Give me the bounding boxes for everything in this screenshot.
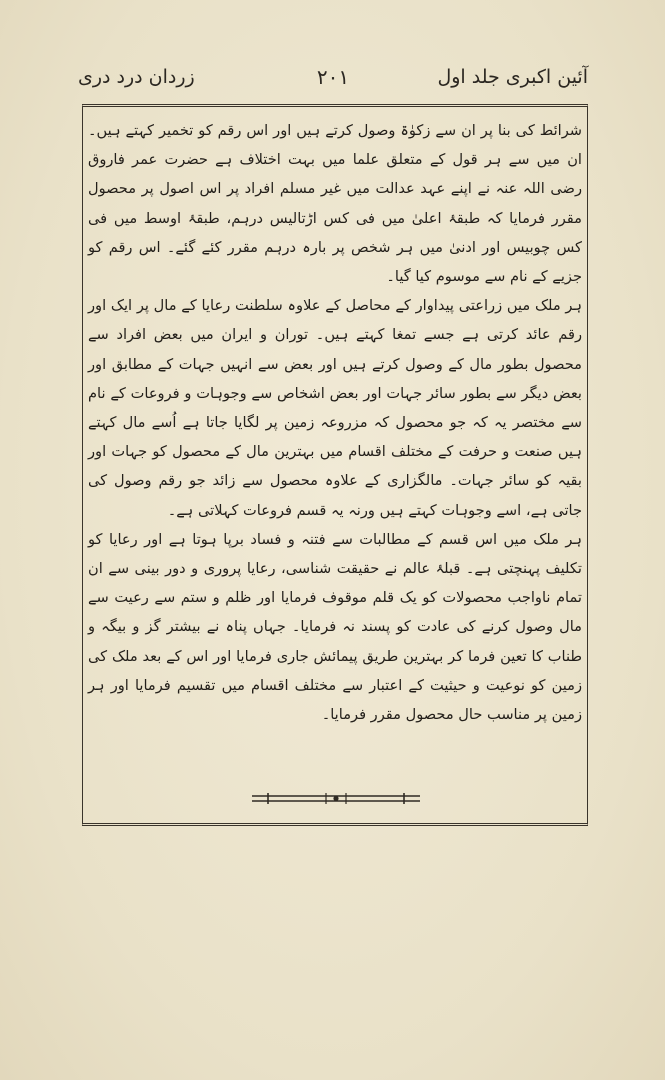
page-number: ۲۰۱ — [316, 65, 350, 89]
section-title-header: زردان درد دری — [78, 66, 195, 88]
end-ornament — [248, 790, 424, 808]
paragraph-1: شرائط کی بنا پر ان سے زکوٰۃ وصول کرتے ہیں اور اس رقم کو تخمیر کہتے ہیں۔ ان میں سے ہر قول کے متعلق علما میں بہت اختلاف ہے حضرت عمر فاروق رضی اللہ عنہ نے اپنے عہد عدالت میں غیر مسلم افراد پر اس اصول پر محصول مقرر فرمایا کہ طبقۂ اعلیٰ میں فی کس اڑتالیس درہم، طبقۂ اوسط میں فی کس چوبیس اور ادنیٰ میں ہر شخص پر بارہ درہم مقرر کئے گئے۔ اس رقم کو جزیے کے نام سے موسوم کیا گیا۔ — [88, 122, 582, 286]
paragraph-3: ہر ملک میں اس قسم کے مطالبات سے فتنہ و فساد برپا ہوتا ہے اور رعایا کو تکلیف پہنچتی ہے۔ قبلۂ عالم نے حقیقت شناسی، رعایا پروری و دور بینی سے ان تمام ناواجب محصولات کو یک قلم موقوف فرمایا اور ظلم و ستم سے رعیت سے مال وصول کرنے کی عادت کو پسند نہ فرمایا۔ جہاں پناہ نے بیشتر گز و بیگہ و طناب کا تعین فرما کر بہترین طریق پیمائش جاری فرمایا اور اس کے بعد ملک کی زمین کو نوعیت و حیثیت کے اعتبار سے مختلف اقسام میں تقسیم فرمایا اور ہر زمین پر مناسب حال محصول مقرر فرمایا۔ — [88, 530, 582, 724]
paragraph-2: ہر ملک میں زراعتی پیداوار کے محاصل کے علاوہ سلطنت رعایا کے مال پر ایک اور رقم عائد کرتی ہے جسے تمغا کہتے ہیں۔ توران و ایران میں بعض افراد سے محصول بطور مال کے وصول کرتے ہیں اور بعض سے انہیں جہات کے مطابق اور بعض دیگر سے بطور سائر جہات اور بعض اشخاص سے وجوہات و فروعات کے نام سے مختصر یہ کہ جو محصول کہ مزروعہ زمین پر لگایا جاتا ہے اُسے مال کہتے ہیں صنعت و حرفت کے مختلف اقسام میں بہترین مال کے محصول کو جہات اور بقیہ کو سائر جہات۔ مالگزاری کے علاوہ محصول سے زائد جو رقم وصول کی جاتی ہے، اسے وجوہات کہتے ہیں ورنہ یہ قسم فروعات کہلاتی ہے۔ — [88, 297, 582, 519]
book-title-header: آئین اکبری جلد اول — [437, 66, 588, 88]
running-header — [78, 62, 588, 96]
body-text — [88, 116, 582, 729]
